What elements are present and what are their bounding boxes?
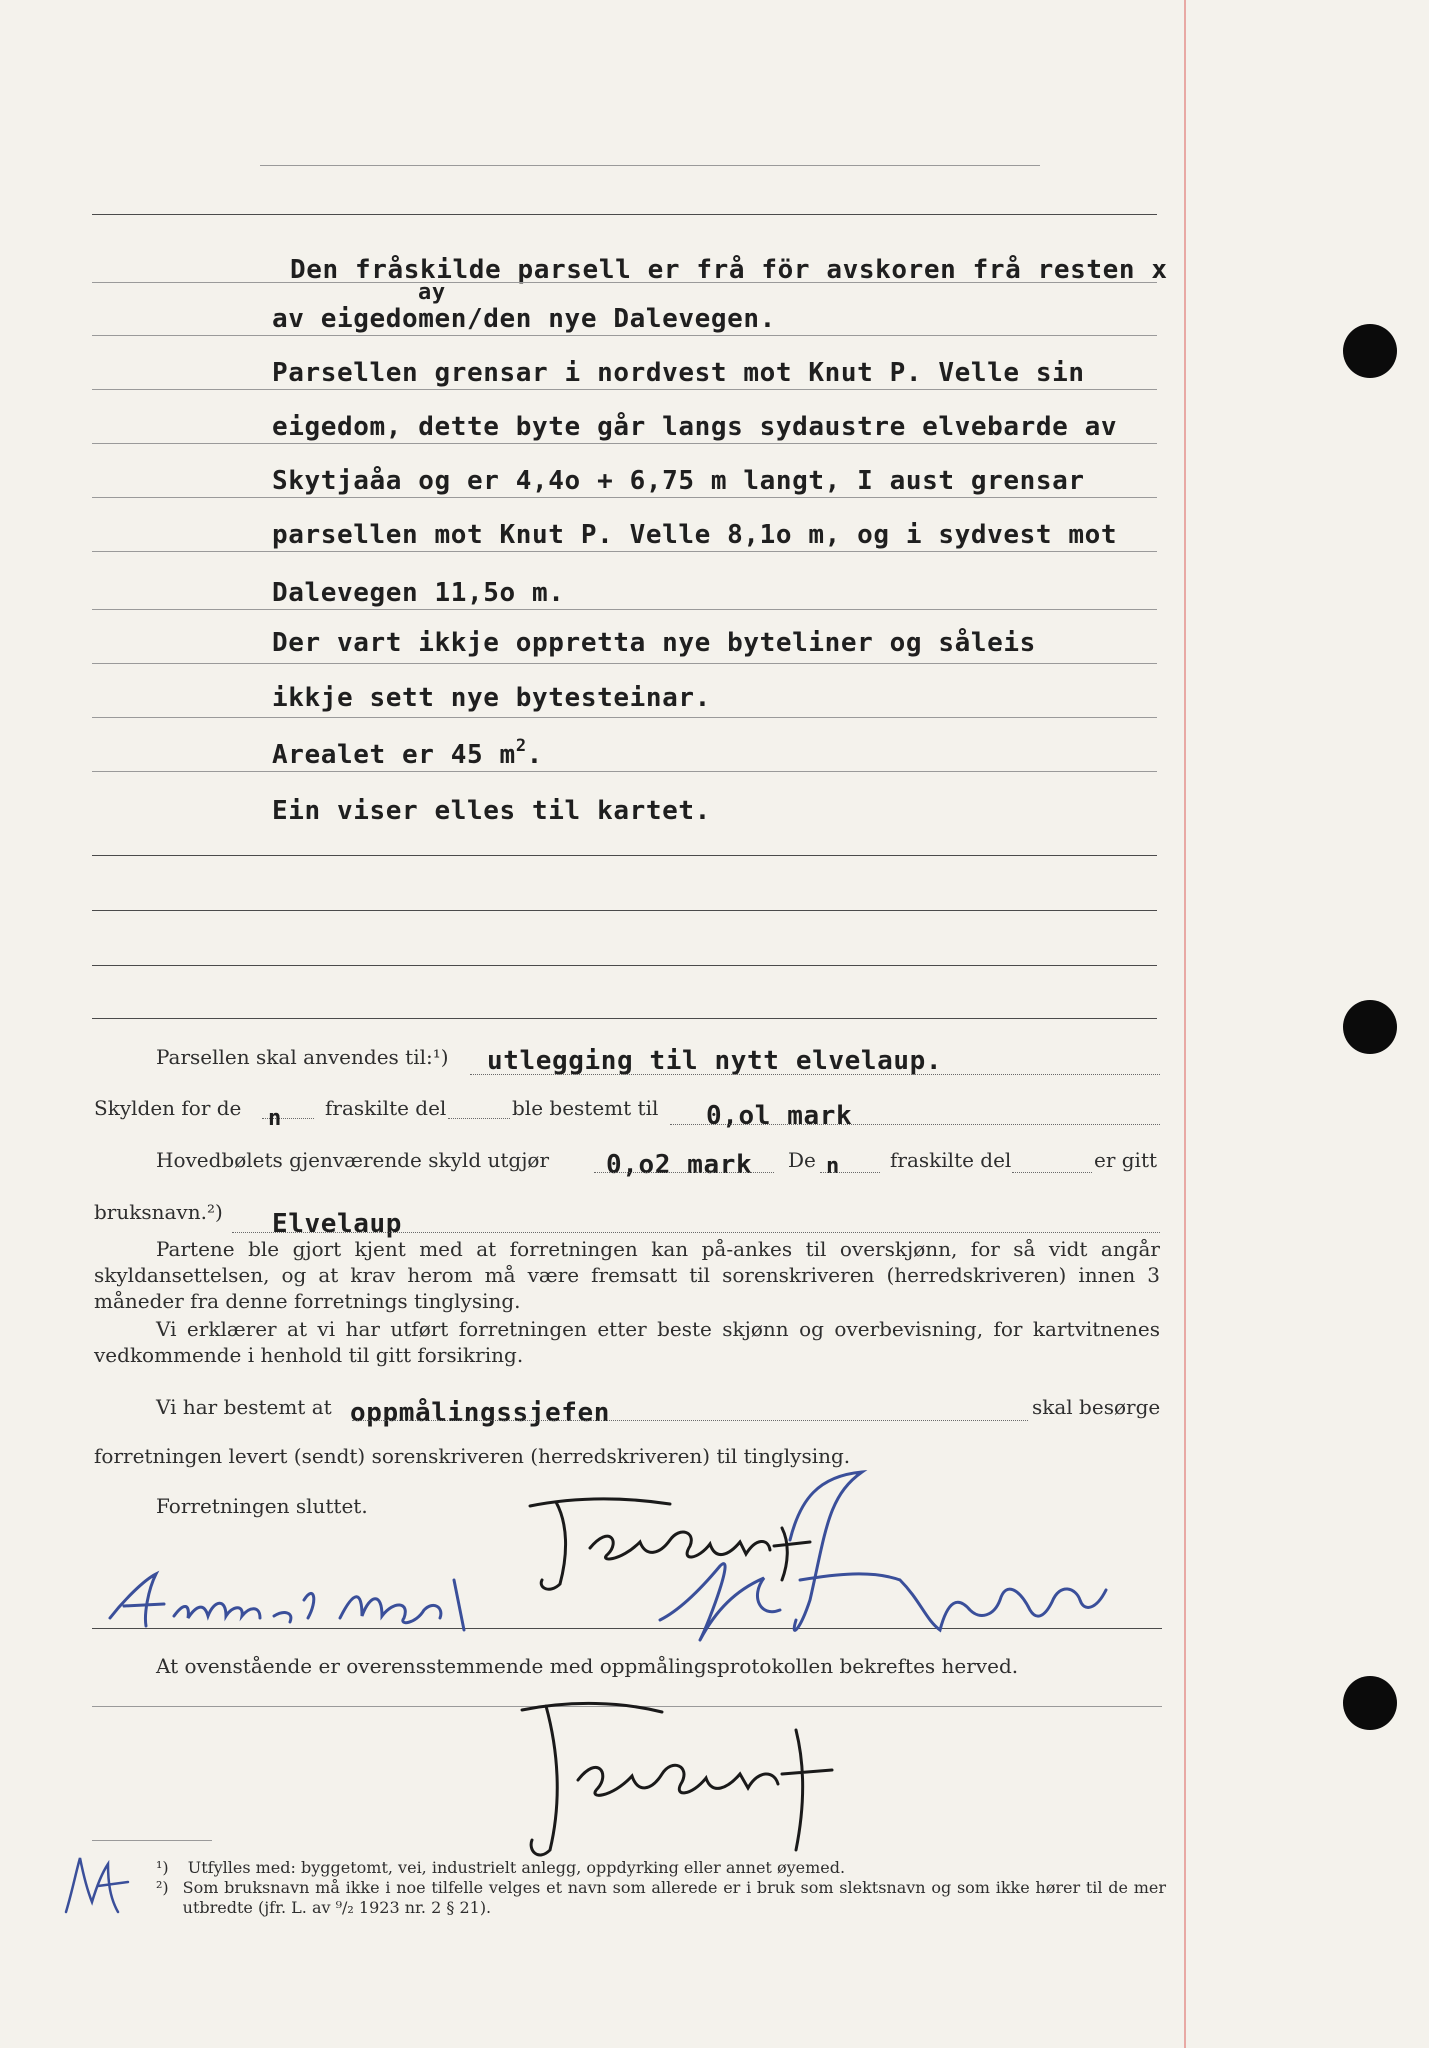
main-dotted-2 [820,1172,880,1173]
punch-hole-1 [1343,324,1397,378]
line-rule [92,855,1157,856]
main-dotted-3 [1012,1172,1092,1173]
main-label-d: er gitt [1094,1148,1158,1172]
typed-line-6: parsellen mot Knut P. Velle 8,1o m, og i sydvest mot [272,520,1118,550]
line-rule [92,663,1157,664]
debt-value: 0,ol mark [706,1101,853,1131]
typed-line-7: Dalevegen 11,5o m. [272,578,565,608]
bleed-through [190,560,198,590]
top-rule-short [260,165,1040,166]
main-label-a: Hovedbølets gjenværende skyld utgjør [156,1148,550,1172]
deliver-line2: forretningen levert (sendt) sorenskriveren (herredskriveren) til tinglysing. [94,1444,851,1468]
use-value: utlegging til nytt elvelaup. [487,1046,943,1076]
line-rule [92,1018,1157,1019]
line-rule [92,389,1157,390]
deliver-value: oppmålingssjefen [350,1398,611,1428]
typed-insert-av: ay [418,280,446,305]
signature-tristante [640,1470,1120,1660]
margin-line [1184,0,1186,2048]
deliver-label-a: Vi har bestemt at [156,1395,332,1419]
debt-fill-n: n [268,1106,282,1131]
signature-anders-moe [104,1570,544,1640]
line-rule [92,551,1157,552]
footnote-1-text: Utfylles med: byggetomt, vei, industrielt anlegg, oppdyrking eller annet øyemed. [187,1858,846,1877]
margin-initials [58,1852,138,1922]
main-value: 0,o2 mark [606,1150,753,1180]
top-rule [92,214,1157,215]
deliver-dotted-line [352,1420,1028,1421]
area-text: Arealet er 45 m [272,740,516,770]
certify-text: At ovenstående er overensstemmende med oppmålingsprotokollen bekreftes herved. [156,1654,1019,1678]
typed-line-8: Der vart ikkje oppretta nye byteliner og såleis [272,628,1036,658]
typed-line-4: eigedom, dette byte går langs sydaustre elvebarde av [272,412,1118,442]
use-dotted-line [470,1074,1160,1075]
line-rule [92,443,1157,444]
paragraph-appeal-text: Partene ble gjort kjent med at forretningen kan på-ankes til overskjønn, for så vidt angår skyldansettelsen, og at krav herom må være fremsatt til sorenskriveren (herredskriveren) innen 3 måneder fra denne forretnings tinglysing. [94,1237,1160,1313]
line-rule [92,717,1157,718]
use-label: Parsellen skal anvendes til:¹) [156,1045,449,1069]
main-fill-n: n [826,1154,840,1179]
typed-line-2: av eigedomen/den nye Dalevegen. [272,304,776,334]
paragraph-declaration-text: Vi erklærer at vi har utført forretningen etter beste skjønn og overbevisning, for kartvitnenes vedkommende i henhold til gitt forsikring. [94,1317,1160,1367]
punch-hole-2 [1343,1000,1397,1054]
signature-tjdragen-2 [502,1690,882,1870]
footnote-2 [156,1878,1166,1918]
footnote-rule [92,1840,212,1841]
typed-line-5: Skytjaåa og er 4,4o + 6,75 m langt, I aust grensar [272,466,1085,496]
name-value: Elvelaup [272,1209,403,1239]
line-rule [92,609,1157,610]
line-rule [92,965,1157,966]
closed-text: Forretningen sluttet. [156,1494,368,1518]
debt-label-a: Skylden for de [94,1096,242,1120]
name-dotted-line [232,1232,1160,1233]
footnote-1-mark: ¹) [156,1858,169,1877]
line-rule [92,335,1157,336]
debt-label-c: ble bestemt til [512,1096,659,1120]
typed-line-10: Arealet er 45 $m^2$. [272,736,543,770]
area-superscript: 2 [515,736,527,756]
deliver-label-b: skal besørge [1032,1395,1161,1419]
line-rule [92,497,1157,498]
main-dotted-1 [594,1172,774,1173]
typed-line-9: ikkje sett nye bytesteinar. [272,683,711,713]
debt-dotted-2 [448,1118,510,1119]
name-label: bruksnavn.²) [94,1200,223,1224]
paragraph-declaration [94,1316,1160,1368]
footnote-1 [156,1858,1166,1878]
debt-dotted-3 [670,1124,1160,1125]
main-label-c: fraskilte del [890,1148,1012,1172]
line-rule [92,910,1157,911]
footnote-2-text: Som bruksnavn må ikke i noe tilfelle velges et navn som allerede er i bruk som slektsnavn og som ikke hører til de mer utbredte (jfr. L. av ⁹/₂ 1923 nr. 2 § 21). [182,1878,1166,1917]
typed-line-11: Ein viser elles til kartet. [272,796,711,826]
footnote-2-mark: ²) [156,1878,169,1897]
typed-line-3: Parsellen grensar i nordvest mot Knut P. Velle sin [272,358,1085,388]
paragraph-appeal [94,1236,1160,1314]
main-label-b: De [788,1148,816,1172]
typed-line-1: Den fråskilde parsell er frå för avskoren frå resten x [290,255,1168,285]
debt-label-b: fraskilte del [325,1096,447,1120]
punch-hole-3 [1343,1676,1397,1730]
line-rule [92,282,1157,283]
line-rule [92,771,1157,772]
